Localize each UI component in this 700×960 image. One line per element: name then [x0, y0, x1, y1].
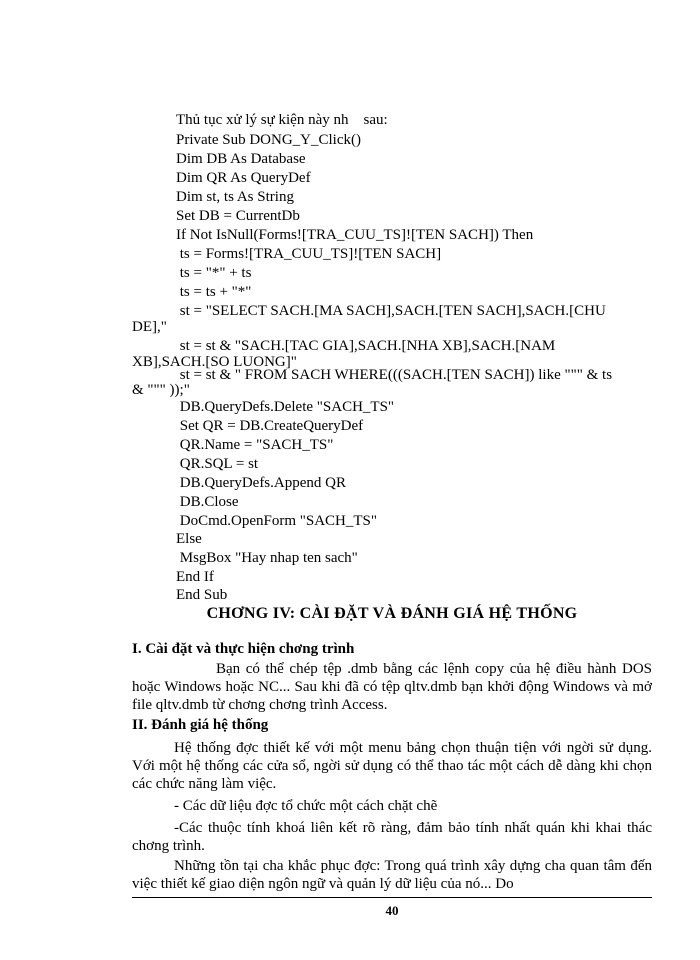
- code-line: If Not IsNull(Forms![TRA_CUU_TS]![TEN SACH]) Then: [176, 227, 534, 243]
- chapter-title: CHƠNG IV: CÀI ĐẶT VÀ ĐÁNH GIÁ HỆ THỐNG: [206, 605, 578, 622]
- section-heading: I. Cài đặt và thực hiện chơng trình: [132, 641, 355, 657]
- code-line: st = st & "SACH.[TAC GIA],SACH.[NHA XB],SACH.[NAM: [176, 338, 556, 354]
- code-line: Private Sub DONG_Y_Click(): [176, 132, 361, 148]
- page-number: 40: [385, 903, 399, 918]
- code-line: ts = ts + "*": [176, 284, 252, 300]
- intro-line: Thủ tục xử lý sự kiện này nh sau:: [176, 112, 388, 128]
- code-line: DB.QueryDefs.Delete "SACH_TS": [176, 399, 395, 415]
- code-line: QR.Name = "SACH_TS": [176, 437, 334, 453]
- paragraph: -Các thuộc tính khoá liên kết rõ ràng, đảm bảo tính nhất quán khi khai thác chơng trình.: [132, 820, 652, 854]
- code-line: Set DB = CurrentDb: [176, 208, 300, 224]
- code-line: & """ ));": [132, 382, 190, 398]
- code-line: st = "SELECT SACH.[MA SACH],SACH.[TEN SACH],SACH.[CHU: [176, 303, 606, 319]
- paragraph: Những tồn tại cha khắc phục đợc: Trong quá trình xây dựng cha quan tâm đến việc thiết kế giao diện ngôn ngữ và quản lý dữ liệu của nó... Do: [132, 858, 652, 892]
- code-line: DB.QueryDefs.Append QR: [176, 475, 346, 491]
- code-line: st = st & " FROM SACH WHERE(((SACH.[TEN SACH]) like """ & ts: [176, 367, 613, 383]
- code-line: Dim st, ts As String: [176, 189, 294, 205]
- code-line: Set QR = DB.CreateQueryDef: [176, 418, 364, 434]
- footer-rule: [132, 897, 652, 898]
- code-line: End Sub: [176, 587, 228, 603]
- code-line: DE],": [132, 319, 167, 335]
- code-line: Dim DB As Database: [176, 151, 306, 167]
- code-line: Dim QR As QueryDef: [176, 170, 311, 186]
- code-line: XB],SACH.[SO LUONG]": [132, 354, 297, 370]
- code-line: DoCmd.OpenForm "SACH_TS": [176, 513, 378, 529]
- code-line: QR.SQL = st: [176, 456, 259, 472]
- section-heading: II. Đánh giá hệ thống: [132, 717, 269, 733]
- code-line: ts = "*" + ts: [176, 265, 252, 281]
- code-line: MsgBox "Hay nhap ten sach": [176, 550, 358, 566]
- code-line: DB.Close: [176, 494, 239, 510]
- section1-paragraph: Bạn có thể chép tệp .dmb bằng các lệnh copy của hệ điều hành DOS hoặc Windows hoặc NC... Sau khi đã có tệp qltv.dmb bạn khởi động Windows và mở file qltv.dmb từ chơng chơng trình Access.: [132, 661, 652, 713]
- code-line: End If: [176, 569, 214, 585]
- paragraph: Hệ thống đợc thiết kế với một menu bảng chọn thuận tiện với ngời sử dụng. Với một hệ thống các cửa sổ, ngời sử dụng có thể thao tác một cách dễ dàng khi chọn các chức năng làm việc.: [132, 740, 652, 792]
- paragraph: - Các dữ liệu đợc tổ chức một cách chặt chẽ: [174, 798, 438, 814]
- code-line: Else: [176, 531, 202, 547]
- code-line: ts = Forms![TRA_CUU_TS]![TEN SACH]: [176, 246, 442, 262]
